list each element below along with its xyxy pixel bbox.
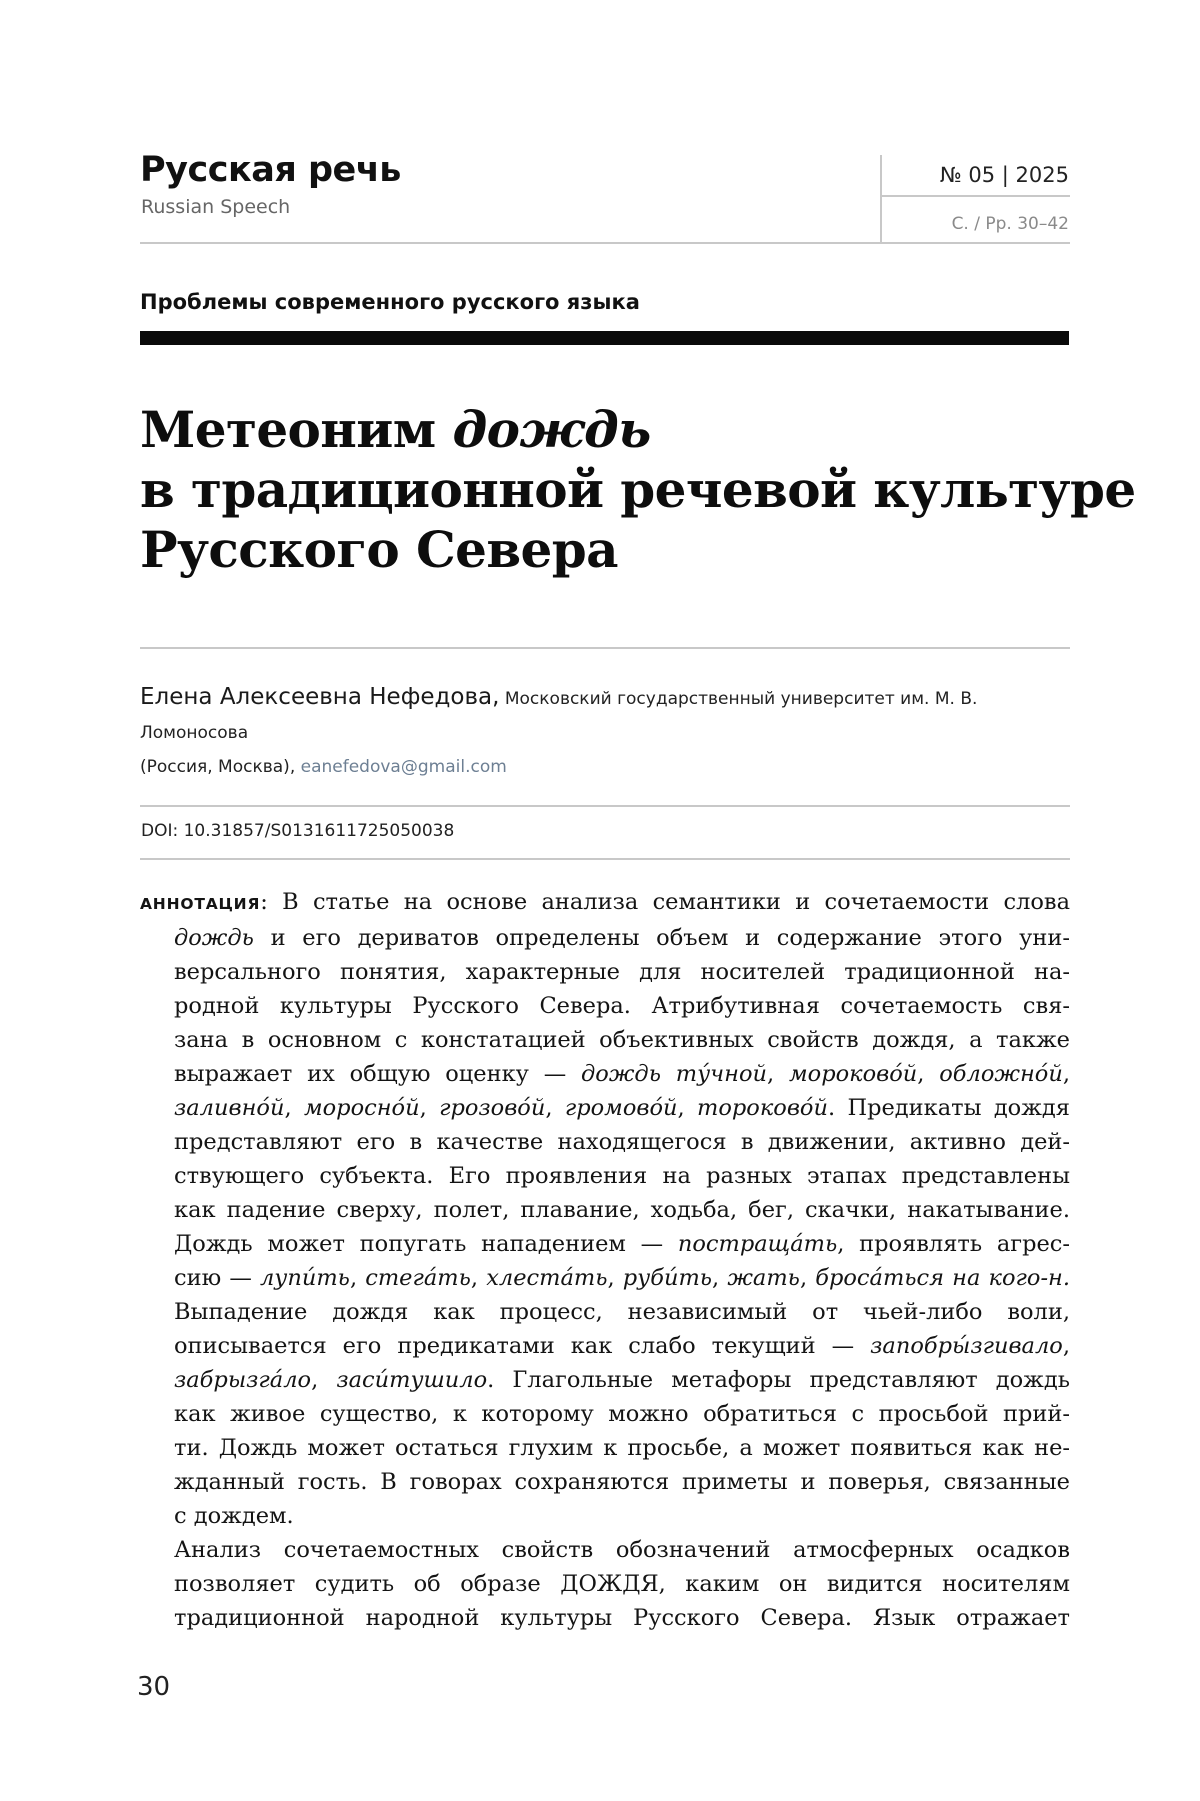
article-title <box>140 400 1136 580</box>
abstract-term: жать <box>727 1265 800 1291</box>
abstract-line <box>140 1159 1070 1193</box>
abstract-text: ти. Дождь может остаться глухим к просьбе, а может появиться как не- <box>174 1435 1070 1461</box>
abstract-term: мороково́й <box>789 1061 918 1087</box>
doi-rule-top <box>140 805 1070 807</box>
journal-title: Русская речь <box>140 150 401 190</box>
abstract-text: . Предикаты дождя <box>827 1095 1070 1121</box>
page-range: С. / Pp. 30–42 <box>951 214 1069 234</box>
abstract-line <box>140 955 1070 989</box>
abstract-text: , <box>419 1095 440 1121</box>
abstract-term: руби́ть <box>622 1265 713 1291</box>
abstract-term: громово́й <box>564 1095 678 1121</box>
abstract-line <box>140 921 1070 955</box>
doi: DOI: 10.31857/S0131611725050038 <box>141 821 455 841</box>
abstract-text: , <box>1062 1061 1070 1087</box>
abstract-text: Выпадение дождя как процесс, независимый от чьей-либо воли, <box>174 1299 1070 1325</box>
abstract-term: хлеста́ть <box>486 1265 608 1291</box>
abstract-line <box>140 1227 1070 1261</box>
abstract-text: , <box>349 1265 366 1291</box>
abstract-term: запобры́згивало <box>870 1333 1063 1359</box>
abstract-text: описывается его предикатами как слабо текущий — <box>174 1333 871 1359</box>
abstract-line <box>140 1363 1070 1397</box>
header-divider-vertical <box>880 155 882 242</box>
abstract-text: , <box>712 1265 728 1291</box>
issue-number: № 05 | 2025 <box>939 163 1069 187</box>
abstract-text: сию — <box>174 1265 260 1291</box>
abstract-term: заливно́й <box>174 1095 285 1121</box>
title-rule <box>140 647 1070 649</box>
abstract-label: АННОТАЦИЯ <box>140 895 261 913</box>
abstract-text: , <box>607 1265 623 1291</box>
author-location: (Россия, Москва), <box>140 757 301 777</box>
header-divider-issue <box>880 195 1070 197</box>
abstract-text: , <box>1062 1333 1070 1359</box>
title-line: в традиционной речевой культуре <box>140 460 1136 519</box>
abstract-text: , <box>677 1095 698 1121</box>
abstract-term: тороково́й <box>697 1095 828 1121</box>
abstract-text: ствующего субъекта. Его проявления на разных этапах представлены <box>174 1163 1070 1189</box>
abstract-text: как падение сверху, полет, плавание, ходьба, бег, скачки, накатывание. <box>174 1197 1070 1223</box>
abstract-line <box>140 1601 1070 1635</box>
abstract-line <box>140 1431 1070 1465</box>
abstract-text: жданный гость. В говорах сохраняются приметы и поверья, связанные <box>174 1469 1070 1495</box>
abstract-label-separator: : <box>260 889 283 915</box>
abstract-text: , <box>311 1367 337 1393</box>
abstract-term: броса́ться на кого-н. <box>815 1265 1071 1291</box>
abstract-text: родной культуры Русского Севера. Атрибутивная сочетаемость свя- <box>174 993 1070 1019</box>
abstract-text: , <box>470 1265 487 1291</box>
section-title: Проблемы современного русского языка <box>140 290 640 314</box>
abstract-text: , <box>799 1265 816 1291</box>
author-name: Елена Алексеевна Нефедова, <box>140 684 500 710</box>
abstract-line <box>140 1499 1070 1533</box>
abstract-text: Анализ сочетаемостных свойств обозначений атмосферных осадков <box>174 1537 1070 1563</box>
abstract-text: и его дериватов определены объем и содержание этого уни- <box>253 925 1070 951</box>
header-rule <box>140 242 1070 244</box>
abstract-line <box>140 989 1070 1023</box>
abstract-line <box>140 1261 1070 1295</box>
abstract-text: как живое существо, к которому можно обратиться с просьбой прий- <box>174 1401 1070 1427</box>
abstract-text: с дождем. <box>174 1503 294 1529</box>
abstract-line <box>140 1295 1070 1329</box>
abstract-text: выражает их общую оценку — <box>174 1061 582 1087</box>
author-affiliation: Московский государственный университет им. М. В. Ломоносова <box>140 689 978 743</box>
abstract-text: , <box>545 1095 565 1121</box>
abstract-term: грозово́й <box>439 1095 546 1121</box>
abstract-term: лупи́ть <box>259 1265 350 1291</box>
abstract-text: зана в основном с констатацией объективных свойств дождя, а также <box>174 1027 1070 1053</box>
abstract <box>140 885 1070 1635</box>
abstract-line <box>140 885 1070 921</box>
abstract-term: обложно́й <box>939 1061 1063 1087</box>
abstract-text: , <box>284 1095 304 1121</box>
abstract-term: дождь <box>174 925 254 951</box>
abstract-term: моросно́й <box>303 1095 420 1121</box>
abstract-text: , <box>917 1061 940 1087</box>
abstract-line <box>140 1329 1070 1363</box>
author-block <box>140 680 1070 784</box>
abstract-text: Дождь может попугать нападением — <box>174 1231 678 1257</box>
abstract-line <box>140 1193 1070 1227</box>
title-word: Метеоним <box>140 400 453 459</box>
abstract-text: . Глагольные метафоры представляют дождь <box>487 1367 1070 1393</box>
page-number: 30 <box>137 1672 171 1702</box>
abstract-text: , <box>767 1061 789 1087</box>
abstract-text: традиционной народной культуры Русского Севера. Язык отражает <box>174 1605 1070 1631</box>
abstract-line <box>140 1057 1070 1091</box>
abstract-text: В статье на основе анализа семантики и сочетаемости слова <box>282 889 1070 915</box>
abstract-term: дождь ту́чной <box>581 1061 768 1087</box>
abstract-term: стега́ть <box>365 1265 471 1291</box>
title-keyword: дождь <box>452 400 651 459</box>
abstract-term: заси́тушило <box>336 1367 488 1393</box>
abstract-text: позволяет судить об образе ДОЖДЯ, каким он видится носителям <box>174 1571 1070 1597</box>
abstract-line <box>140 1533 1070 1567</box>
author-email-link[interactable]: eanefedova@gmail.com <box>300 757 507 777</box>
section-rule <box>140 331 1069 345</box>
abstract-line <box>140 1023 1070 1057</box>
abstract-term: забрызга́ло <box>174 1367 312 1393</box>
abstract-line <box>140 1567 1070 1601</box>
abstract-line <box>140 1397 1070 1431</box>
title-line: Русского Севера <box>140 520 618 579</box>
doi-rule-bottom <box>140 858 1070 860</box>
abstract-text: представляют его в качестве находящегося в движении, активно дей- <box>174 1129 1070 1155</box>
abstract-text: , проявлять агрес- <box>837 1231 1070 1257</box>
abstract-text: версального понятия, характерные для носителей традиционной на- <box>174 959 1070 985</box>
abstract-line <box>140 1125 1070 1159</box>
abstract-line <box>140 1091 1070 1125</box>
abstract-line <box>140 1465 1070 1499</box>
abstract-term: постраща́ть <box>677 1231 838 1257</box>
journal-subtitle: Russian Speech <box>141 196 291 218</box>
